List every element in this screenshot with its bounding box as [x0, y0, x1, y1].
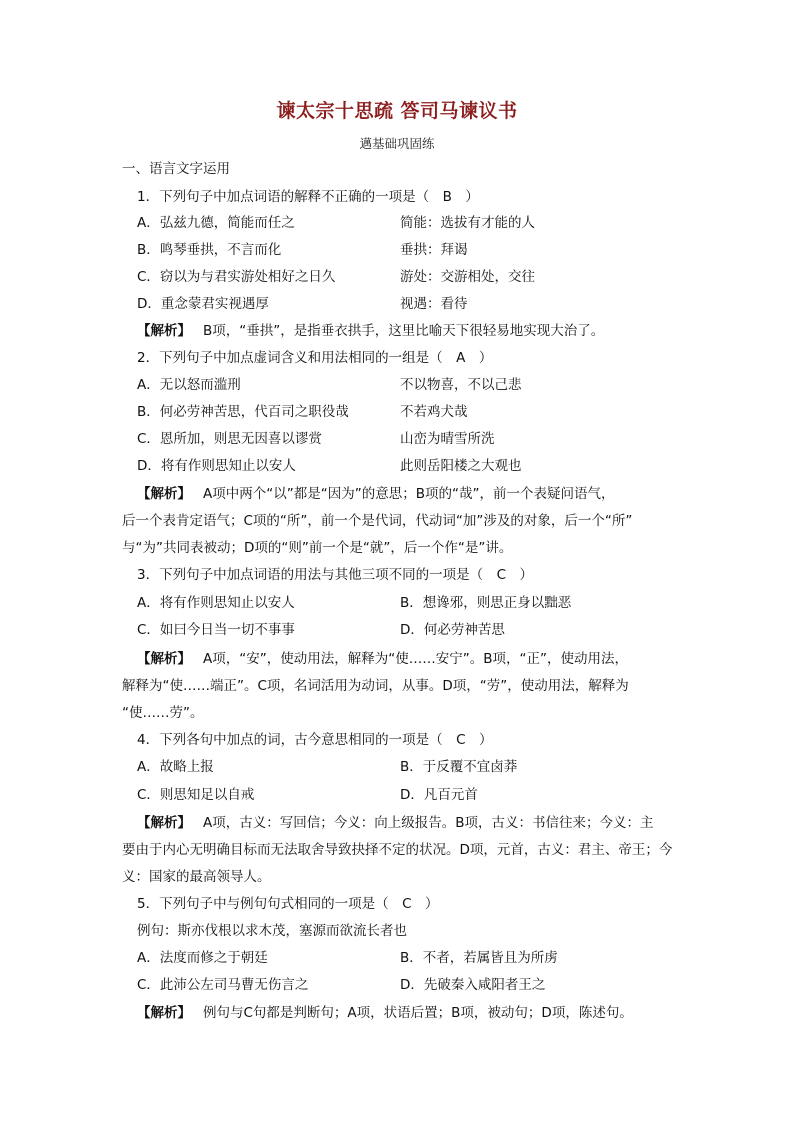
analysis-tag: 【解析】: [137, 651, 191, 667]
q5-example: 例句：斯亦伐根以求木茂，塞源而欲流长者也: [137, 923, 407, 939]
q2-option-a: A．无以怒而滥刑: [137, 377, 241, 393]
q2-analysis-text-1: A项中两个“以”都是“因为”的意思；B项的“哉”，前一个表疑问语气，: [203, 486, 615, 502]
q2-option-d-pair: 此则岳阳楼之大观也: [400, 458, 522, 474]
q1-analysis: [137, 322, 604, 340]
analysis-tag: 【解析】: [137, 815, 191, 831]
q1-option-c-gloss: 游处：交游相处，交往: [400, 269, 535, 285]
q3-option-b: B．想谗邪，则思正身以黜恶: [400, 595, 572, 611]
page-title: 谏太宗十思疏 答司马谏议书: [276, 100, 518, 122]
q1-option-d-gloss: 视遇：看待: [400, 296, 468, 312]
page-subtitle: 邁基础巩固练: [359, 136, 435, 151]
q3-analysis-line-3: “使……劳”。: [122, 705, 204, 721]
q5-analysis-text: 例句与C句都是判断句；A项，状语后置；B项，被动句；D项，陈述句。: [203, 1005, 633, 1021]
analysis-tag: 【解析】: [137, 323, 191, 339]
q2-option-a-pair: 不以物喜，不以己悲: [400, 377, 522, 393]
question-5-stem: 5．下列句子中与例句句式相同的一项是（ C ）: [137, 896, 439, 912]
q2-option-b-pair: 不若鸡犬哉: [400, 404, 468, 420]
q3-option-d: D．何必劳神苦思: [400, 622, 505, 638]
q4-analysis-line-1: [137, 814, 654, 832]
q4-analysis-text-1: A项，古义：写回信；今义：向上级报告。B项，古义：书信往来；今义：主: [203, 815, 654, 831]
q5-option-b: B．不者，若属皆且为所虏: [400, 950, 558, 966]
q3-analysis-line-1: [137, 650, 628, 668]
question-1-stem: 1．下列句子中加点词语的解释不正确的一项是（ B ）: [137, 189, 479, 205]
q5-option-d: D．先破秦入咸阳者王之: [400, 977, 546, 993]
q4-option-b: B．于反覆不宜卤莽: [400, 759, 518, 775]
q4-option-d: D．凡百元首: [400, 787, 478, 803]
question-2-stem: 2．下列句子中加点虚词含义和用法相同的一组是（ A ）: [137, 350, 493, 366]
q3-option-a: A．将有作则思知止以安人: [137, 595, 295, 611]
q2-option-c: C．恩所加，则思无因喜以谬赏: [137, 431, 322, 447]
q1-option-a: A．弘兹九德，简能而任之: [137, 215, 295, 231]
q3-option-c: C．如曰今日当一切不事事: [137, 622, 295, 638]
q4-option-a: A．故略上报: [137, 759, 214, 775]
q1-option-b: B．鸣琴垂拱，不言而化: [137, 242, 282, 258]
q4-analysis-line-2: 要由于内心无明确目标而无法取舍导致抉择不定的状况。D项，元首，古义：君主、帝王；今: [122, 842, 673, 858]
question-3-stem: 3．下列句子中加点词语的用法与其他三项不同的一项是（ C ）: [137, 567, 534, 583]
q4-option-c: C．则思知足以自戒: [137, 787, 255, 803]
q3-analysis-text-1: A项，“安”，使动用法，解释为“使……安宁”。B项，“正”，使动用法，: [203, 651, 628, 667]
question-4-stem: 4．下列各句中加点的词，古今意思相同的一项是（ C ）: [137, 732, 493, 748]
q1-option-a-gloss: 简能：选拔有才能的人: [400, 215, 535, 231]
q2-analysis-line-2: 后一个表肯定语气；C项的“所”，前一个是代词，代动词“加”涉及的对象，后一个“所”: [122, 513, 633, 529]
q2-option-c-pair: 山峦为晴雪所洗: [400, 431, 495, 447]
q5-option-c: C．此沛公左司马曹无伤言之: [137, 977, 309, 993]
section-heading: 一、语言文字运用: [122, 161, 230, 177]
q3-analysis-line-2: 解释为“使……端正”。C项，名词活用为动词，从事。D项，“劳”，使动用法，解释为: [122, 678, 629, 694]
q5-option-a: A．法度而修之于朝廷: [137, 950, 268, 966]
analysis-tag: 【解析】: [137, 1005, 191, 1021]
q1-analysis-text: B项，“垂拱”，是指垂衣拱手，这里比喻天下很轻易地实现大治了。: [203, 323, 605, 339]
q1-option-c: C．窃以为与君实游处相好之日久: [137, 269, 336, 285]
q1-option-b-gloss: 垂拱：拜谒: [400, 242, 468, 258]
q2-option-d: D．将有作则思知止以安人: [137, 458, 296, 474]
analysis-tag: 【解析】: [137, 486, 191, 502]
q4-analysis-line-3: 义：国家的最高领导人。: [122, 869, 271, 885]
q2-analysis-line-3: 与“为”共同表被动；D项的“则”前一个是“就”，后一个作“是”讲。: [122, 540, 513, 556]
q1-option-d: D．重念蒙君实视遇厚: [137, 296, 269, 312]
q5-analysis: [137, 1004, 633, 1022]
q2-analysis-line-1: [137, 485, 614, 503]
q2-option-b: B．何必劳神苦思，代百司之职役哉: [137, 404, 349, 420]
